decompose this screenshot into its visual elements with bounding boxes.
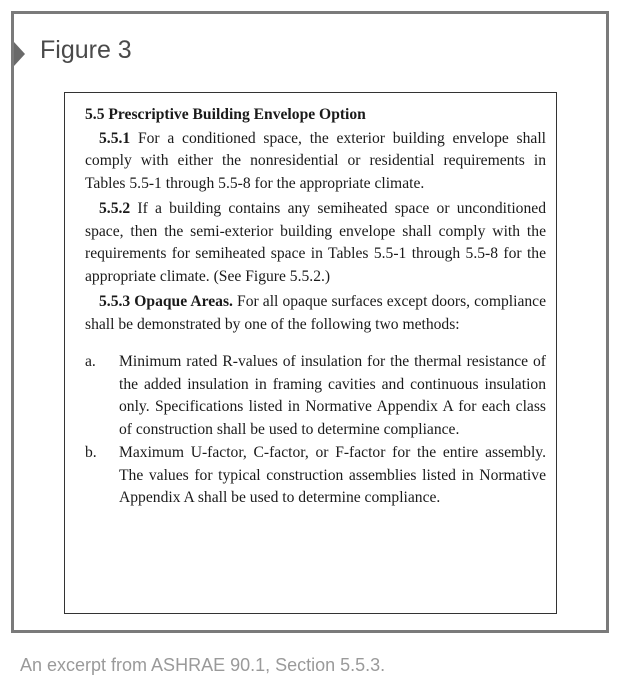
paragraph-5-5-2 bbox=[85, 198, 546, 288]
standard-excerpt bbox=[64, 92, 557, 614]
paragraph-5-5-1 bbox=[85, 128, 546, 196]
paragraph-number: 5.5.1 bbox=[99, 129, 131, 147]
list-text: Minimum rated R-values of insulation for the thermal resistance of the added insulation in framing cavities and continuous insulation only. Specifications listed in Normative Appendix A for each class of construction shall be used to determine compliance. bbox=[119, 353, 546, 438]
list-letter: b. bbox=[85, 444, 97, 461]
paragraph-number: 5.5.2 bbox=[99, 200, 131, 217]
triangle-marker-icon bbox=[14, 42, 25, 66]
list-letter: a. bbox=[85, 353, 96, 370]
figure-title: Figure 3 bbox=[40, 36, 132, 64]
methods-list bbox=[85, 351, 546, 510]
figure-frame bbox=[11, 11, 609, 633]
paragraph-title: Opaque Areas. bbox=[130, 293, 233, 310]
figure-caption: An excerpt from ASHRAE 90.1, Section 5.5.3. bbox=[20, 655, 386, 675]
paragraph-text: For all opaque surfaces except doors, compliance shall be demonstrated by one of the following two methods: bbox=[85, 293, 547, 333]
paragraph-text: If a building contains any semiheated space or unconditioned space, then the semi-exterior building envelope shall comply with the requirements for semiheated space in Tables 5.5-1 through 5.5-8 for the appropriate climate. (See Figure 5.5.2.) bbox=[85, 200, 546, 285]
list-item bbox=[85, 351, 546, 441]
section-heading: 5.5 Prescriptive Building Envelope Option bbox=[85, 106, 366, 123]
list-item bbox=[85, 442, 546, 510]
list-text: Maximum U-factor, C-factor, or F-factor for the entire assembly. The values for typical construction assemblies listed in Normative Appendix A shall be used to determine compliance. bbox=[119, 444, 546, 506]
paragraph-5-5-3 bbox=[85, 291, 546, 336]
paragraph-number: 5.5.3 bbox=[99, 293, 131, 310]
paragraph-text: For a conditioned space, the exterior building envelope shall comply with either the nonresidential or residential requirements in Tables 5.5-1 through 5.5-8 for the appropriate climate. bbox=[85, 129, 546, 192]
